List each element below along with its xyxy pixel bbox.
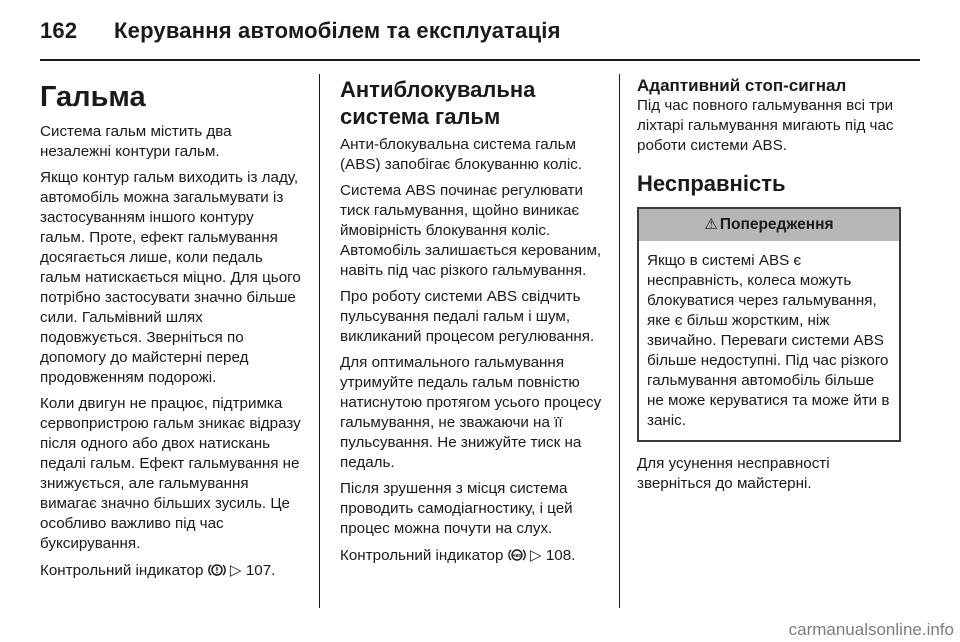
reference-arrow-icon: ▷ xyxy=(229,562,242,579)
page-header xyxy=(40,18,920,44)
column-abs xyxy=(340,76,608,572)
indicator-text: Контрольний індикатор xyxy=(340,547,504,564)
page-reference-link[interactable]: ▷ 108. xyxy=(529,547,576,564)
paragraph: Про роботу системи ABS свідчить пульсування педалі гальм і шум, викликаний процесом регулювання. xyxy=(340,288,595,345)
svg-text:ABS: ABS xyxy=(511,553,522,558)
indicator-reference xyxy=(340,545,608,566)
header-rule xyxy=(40,59,920,61)
paragraph: Система гальм містить два незалежні контури гальм. xyxy=(40,123,232,160)
section-title-adaptive-brake-light: Адаптивний стоп-сигнал xyxy=(637,76,847,95)
paragraph: Анти-блокувальна система гальм (ABS) запобігає блокуванню коліс. xyxy=(340,136,583,173)
paragraph: Коли двигун не працює, підтримка сервопристрою гальм зникає відразу після одного або двох натискань педалі гальм. Ефект гальмування не знижується, але гальмування вимагає значно більших зусиль. Це особливо важливо під час буксирування. xyxy=(40,395,301,552)
chapter-title: Керування автомобілем та експлуатація xyxy=(114,18,561,43)
paragraph: Для усунення несправності зверніться до майстерні. xyxy=(637,455,830,492)
paragraph: Для оптимального гальмування утримуйте педаль гальм повністю натиснутою протягом усього процесу гальмування, не зважаючи на її пульсування. Не знижуйте тиск на педаль. xyxy=(340,354,602,471)
warning-triangle-icon: ⚠ xyxy=(704,216,718,233)
reference-arrow-icon: ▷ xyxy=(529,547,542,564)
section-title-brakes: Гальма xyxy=(40,81,146,113)
indicator-text: Контрольний індикатор xyxy=(40,562,204,579)
section-title-fault: Несправність xyxy=(637,171,786,196)
abs-icon xyxy=(508,545,526,565)
column-adaptive xyxy=(637,76,901,500)
brake-warning-icon xyxy=(208,560,226,580)
warning-box xyxy=(637,207,901,442)
paragraph: Якщо контур гальм виходить із ладу, автомобіль можна загальмувати із застосуванням іншого контуру гальм. Проте, ефект гальмування досягається лише, коли педаль гальм натискається міцно. Для цього потрібно застосувати значно більше сили. Гальмівний шлях подовжується. Зверніться по допомогу до майстерні перед продовженням подорожі. xyxy=(40,169,301,386)
section-title-abs: Антиблокувальна система гальм xyxy=(340,77,536,129)
paragraph: Під час повного гальмування всі три ліхтарі гальмування мигають під час роботи системи ABS. xyxy=(637,97,894,154)
paragraph: Після зрушення з місця система проводить самодіагностику, і цей процес можна почути на слух. xyxy=(340,480,573,537)
warning-title: Попередження xyxy=(719,216,834,233)
indicator-reference xyxy=(40,560,302,581)
paragraph: Система ABS починає регулювати тиск гальмування, щойно виникає ймовірність блокування коліс. Автомобіль залишається керованим, навіть під час різкого гальмування. xyxy=(340,182,602,279)
watermark: carmanualsonline.info xyxy=(788,620,954,639)
column-brakes xyxy=(40,76,302,587)
page-number: 162 xyxy=(40,18,78,43)
page-reference-link[interactable]: ▷ 107. xyxy=(229,562,276,579)
column-divider-1 xyxy=(319,74,320,608)
column-divider-2 xyxy=(619,74,620,608)
warning-text: Якщо в системі ABS є несправність, колеса можуть блокуватися через гальмування, яке є більш жорстким, ніж звичайно. Переваги системи ABS більше недоступні. Під час різкого гальмування автомобіль більше не може керуватися та може йти в заніс. xyxy=(647,252,890,429)
warning-header xyxy=(639,209,899,241)
